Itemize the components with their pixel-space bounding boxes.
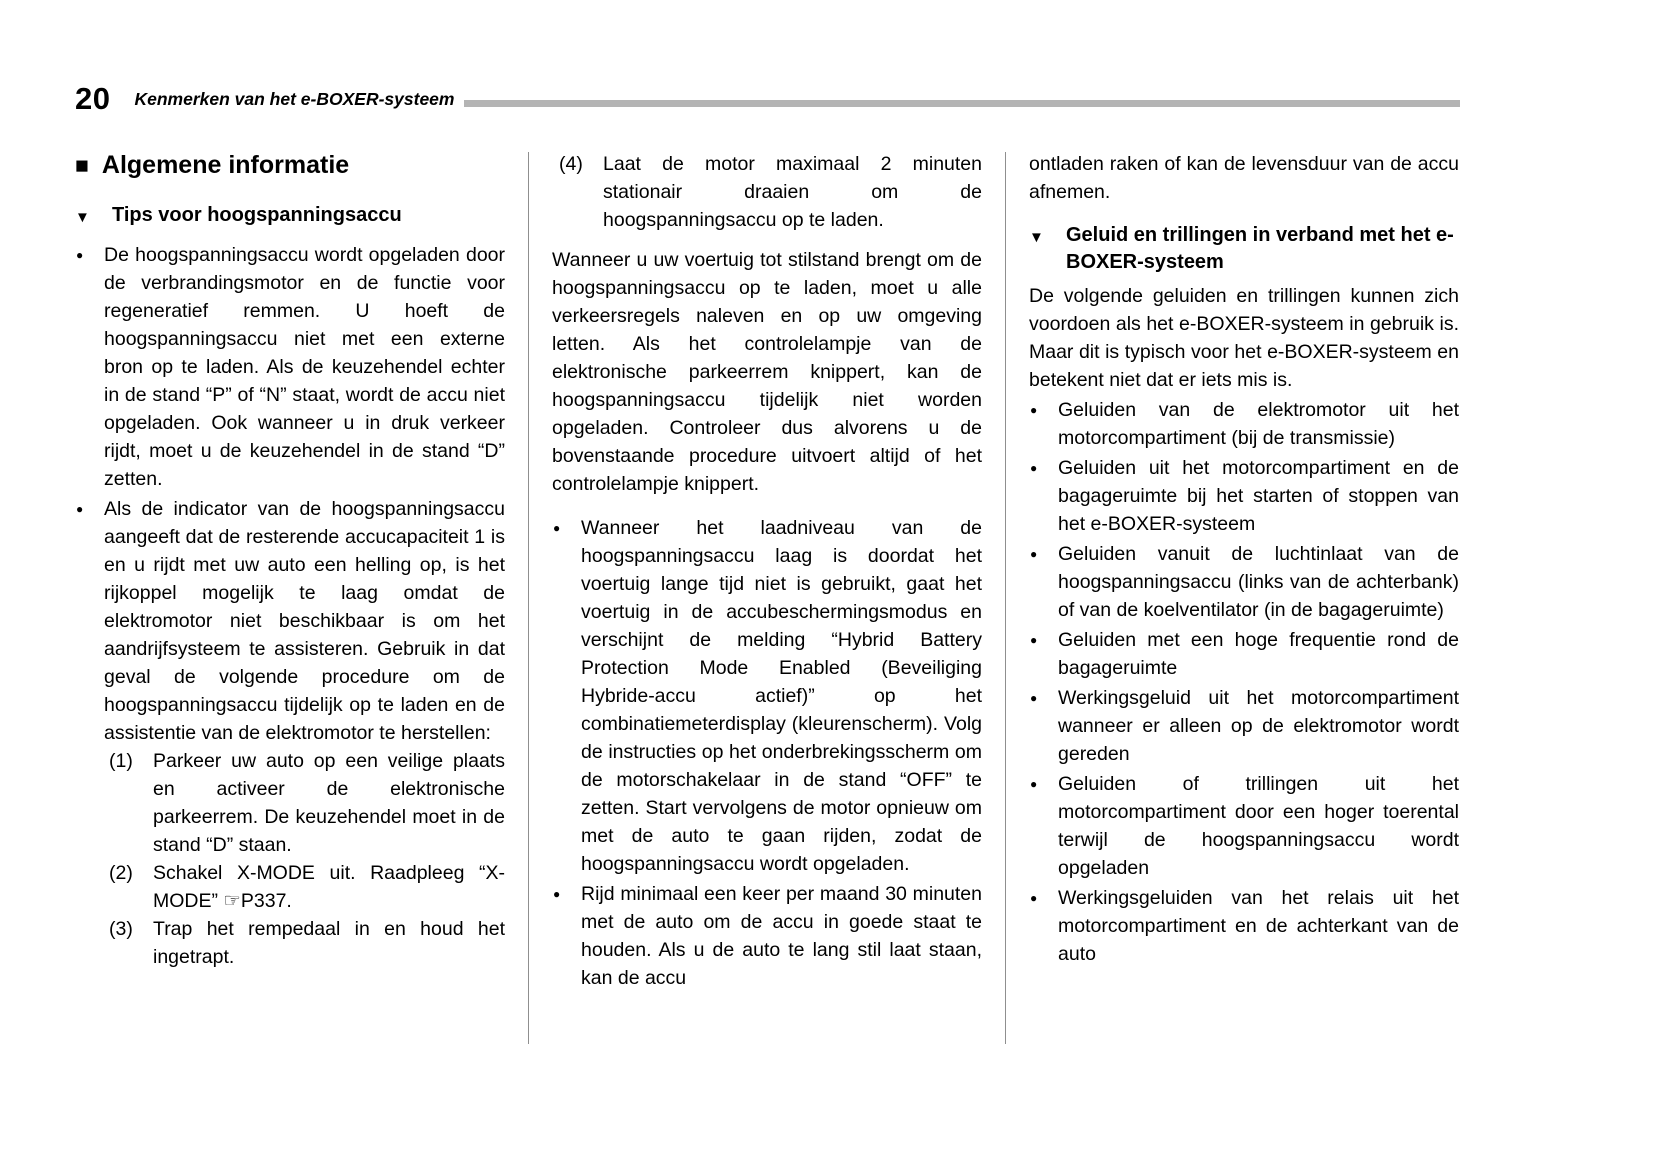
bullet-icon: ● xyxy=(1030,691,1038,705)
subsection-heading xyxy=(1029,222,1459,276)
column-right xyxy=(1029,150,1459,968)
bullet-icon: ● xyxy=(553,887,561,901)
numbered-item-text: Trap het rempedaal in en houd het ingetrapt. xyxy=(153,918,505,968)
numbered-item xyxy=(559,150,982,234)
bullet-item xyxy=(1029,396,1459,452)
numbered-item-label: (1) xyxy=(109,750,133,772)
bullet-icon: ● xyxy=(1030,403,1038,417)
bullet-icon: ● xyxy=(76,502,84,516)
bullet-text: Wanneer het laadniveau van de hoogspanningsaccu laag is doordat het voertuig lange tijd niet is gebruikt, gaat het voertuig in de accubeschermingsmodus en verschijnt de melding “Hybrid Battery Protection Mode Enabled (Beveiliging Hybride-accu actief)” op het combinatiemeterdisplay (kleurenscherm). Volg de instructies op het onderbrekingsscherm om de motorschakelaar in de stand “OFF” te zetten. Start vervolgens de motor opnieuw om met de auto te gaan rijden, zodat de hoogspanningsaccu wordt opgeladen. xyxy=(581,517,982,875)
bullet-text: Geluiden of trillingen uit het motorcompartiment door een hoger toerental terwijl de hoogspanningsaccu wordt opgeladen xyxy=(1058,773,1459,879)
section-heading-text: Algemene informatie xyxy=(101,151,350,179)
paragraph: De volgende geluiden en trillingen kunnen zich voordoen als het e-BOXER-systeem in gebruik is. Maar dit is typisch voor het e-BOXER-systeem en betekent niet dat er iets mis is. xyxy=(1029,285,1459,391)
bullet-item xyxy=(552,880,982,992)
bullet-item xyxy=(75,241,505,493)
bullet-text: Werkingsgeluid uit het motorcompartiment wanneer er alleen op de elektromotor wordt gereden xyxy=(1058,687,1459,765)
bullet-icon: ● xyxy=(1030,461,1038,475)
numbered-list xyxy=(109,747,505,971)
column-middle xyxy=(552,150,982,992)
subsection-heading-text: Tips voor hoogspanningsaccu xyxy=(112,204,402,226)
page-number: 20 xyxy=(75,81,111,116)
subsection-heading xyxy=(75,202,505,229)
column-divider xyxy=(1005,152,1006,1044)
bullet-text: De hoogspanningsaccu wordt opgeladen door de verbrandingsmotor en de functie voor regeneratief remmen. U hoeft de hoogspanningsaccu niet met een externe bron op te laden. Als de keuzehendel echter in de stand “P” of “N” staat, wordt de accu niet opgeladen. Ook wanneer u in druk verkeer rijdt, moet u de keuzehendel in de stand “D” zetten. xyxy=(104,244,505,490)
continuation-paragraph: ontladen raken of kan de levensduur van de accu afnemen. xyxy=(1029,153,1459,203)
numbered-item-text: Laat de motor maximaal 2 minuten stationair draaien om de hoogspanningsaccu op te laden. xyxy=(603,153,982,231)
bullet-item xyxy=(1029,884,1459,968)
numbered-item xyxy=(109,859,505,915)
bullet-text: Werkingsgeluiden van het relais uit het motorcompartiment en de achterkant van de auto xyxy=(1058,887,1459,965)
numbered-item-label: (2) xyxy=(109,862,133,884)
section-square-icon: ■ xyxy=(75,151,89,178)
bullet-icon: ● xyxy=(1030,547,1038,561)
columns-container xyxy=(75,150,1460,1044)
bullet-text: Geluiden met een hoge frequentie rond de bagageruimte xyxy=(1058,629,1459,679)
numbered-item xyxy=(109,747,505,859)
column-divider xyxy=(528,152,529,1044)
bullet-icon: ● xyxy=(76,248,84,262)
bullet-text: Als de indicator van de hoogspanningsaccu aangeeft dat de resterende accucapaciteit 1 is en u rijdt met uw auto een helling op, is het rijkoppel mogelijk te laag omdat de elektromotor niet beschikbaar is om het aandrijfsysteem te assisteren. Gebruik in dat geval de volgende procedure om de hoogspanningsaccu tijdelijk op te laden en de assistentie van de elektromotor te herstellen: xyxy=(104,498,505,744)
bullet-item xyxy=(1029,454,1459,538)
bullet-item xyxy=(1029,626,1459,682)
bullet-item xyxy=(1029,684,1459,768)
numbered-item xyxy=(109,915,505,971)
numbered-item-label: (3) xyxy=(109,918,133,940)
bullet-icon: ● xyxy=(1030,633,1038,647)
bullet-item xyxy=(75,495,505,747)
column-left xyxy=(75,150,505,971)
bullet-icon: ● xyxy=(1030,891,1038,905)
header-title: Kenmerken van het e-BOXER-systeem xyxy=(134,89,455,109)
bullet-text: Geluiden van de elektromotor uit het motorcompartiment (bij de transmissie) xyxy=(1058,399,1459,449)
bullet-icon: ● xyxy=(1030,777,1038,791)
numbered-item-text: Schakel X-MODE uit. Raadpleeg “X-MODE” ☞P337. xyxy=(153,862,505,912)
bullet-icon: ● xyxy=(553,521,561,535)
bullet-item xyxy=(1029,540,1459,624)
bullet-item xyxy=(1029,770,1459,882)
header-rule xyxy=(464,100,1460,107)
numbered-item-label: (4) xyxy=(559,153,583,175)
triangle-icon: ▼ xyxy=(1029,229,1044,246)
subsection-heading-text: Geluid en trillingen in verband met het e-BOXER-systeem xyxy=(1066,224,1454,273)
bullet-text: Geluiden uit het motorcompartiment en de bagageruimte bij het starten of stoppen van het e-BOXER-systeem xyxy=(1058,457,1459,535)
page-header xyxy=(75,78,1460,114)
paragraph: Wanneer u uw voertuig tot stilstand brengt om de hoogspanningsaccu op te laden, moet u alle verkeersregels naleven en op uw omgeving letten. Als het controlelampje van de elektronische parkeerrem knippert, kan de hoogspanningsaccu tijdelijk niet worden opgeladen. Controleer dus alvorens u de bovenstaande procedure uitvoert altijd of het controlelampje knippert. xyxy=(552,249,982,495)
numbered-item-text: Parkeer uw auto op een veilige plaats en activeer de elektronische parkeerrem. De keuzehendel moet in de stand “D” staan. xyxy=(153,750,505,856)
numbered-list xyxy=(559,150,982,234)
bullet-text: Geluiden vanuit de luchtinlaat van de hoogspanningsaccu (links van de achterbank) of van de koelventilator (in de bagageruimte) xyxy=(1058,543,1459,621)
triangle-icon: ▼ xyxy=(75,209,90,226)
bullet-text: Rijd minimaal een keer per maand 30 minuten met de auto om de accu in goede staat te houden. Als u de auto te lang stil laat staan, kan de accu xyxy=(581,883,982,989)
section-heading xyxy=(75,150,505,180)
bullet-item xyxy=(552,514,982,878)
